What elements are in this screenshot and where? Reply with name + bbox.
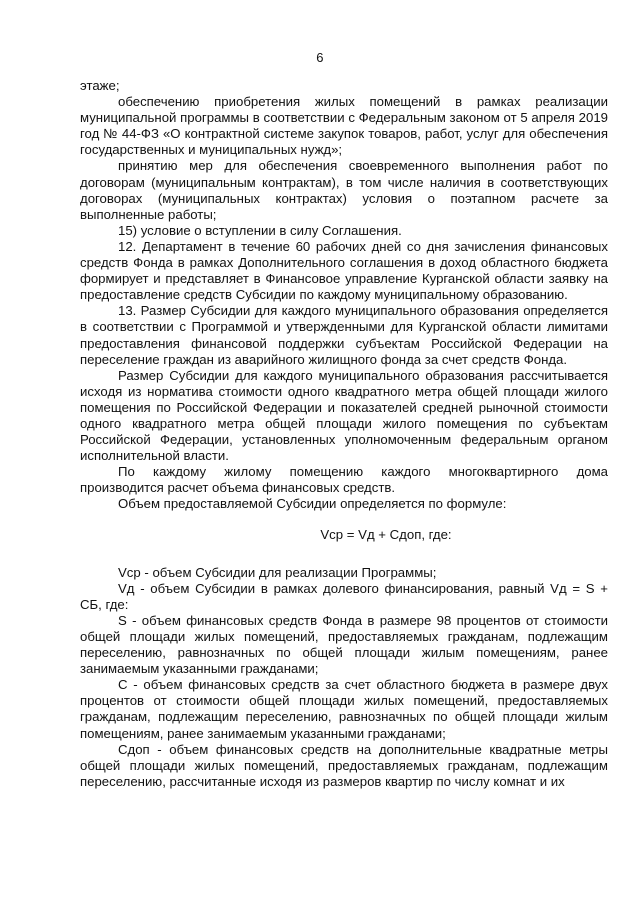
paragraph-floor-continuation: этаже; <box>80 78 120 93</box>
paragraph-per-dwelling: По каждому жилому помещению каждого многоквартирного дома производится расчет объема финансовых средств. <box>80 464 608 496</box>
paragraph-item-13: 13. Размер Субсидии для каждого муниципального образования определяется в соответствии с Программой и утвержденными для Курганской области лимитами предоставления финансовой поддержки субъектам Российской Федерации на переселение граждан из аварийного жилищного фонда за счет средств Фонда. <box>80 303 608 367</box>
definition-s: S - объем финансовых средств Фонда в размере 98 процентов от стоимости общей площади жилых помещений, предоставляемых гражданам, подлежащим переселению, равнозначных по общей площади жилым помещениям, ранее занимаемым указанными гражданами; <box>80 612 608 677</box>
paragraph-item-12: 12. Департамент в течение 60 рабочих дней со дня зачисления финансовых средств Фонда в рамках Дополнительного соглашения в доход областного бюджета формирует и представляет в Финансовое управление Курганской области заявку на предоставление средств Субсидии по каждому муниципальному образованию. <box>80 238 608 303</box>
paragraph-subsidy-calculation: Размер Субсидии для каждого муниципального образования рассчитывается исходя из норматива стоимости одного квадратного метра общей площади жилого помещения по Российской Федерации и показателей средней рыночной стоимости одного квадратного метра общей площади жилого помещения по субъектам Российской Федерации, установленных уполномоченным федеральным органом исполнительной власти. <box>80 367 608 464</box>
paragraph-item-15: 15) условие о вступлении в силу Соглашения. <box>118 222 402 238</box>
paragraph-timely-works: принятию мер для обеспечения своевременного выполнения работ по договорам (муниципальным контрактам), в том числе наличия в соответствующих договорах (муниципальных контрактах) условия о поэтапном расчете за выполненные работы; <box>80 158 608 222</box>
definition-vsr: Vср - объем Субсидии для реализации Программы; <box>118 564 437 580</box>
document-body <box>80 78 608 790</box>
paragraph-formula-intro: Объем предоставляемой Субсидии определяется по формуле: <box>118 496 507 512</box>
paragraph-housing-acquisition: обеспечению приобретения жилых помещений в рамках реализации муниципальной программы в соответствии с Федеральным законом от 5 апреля 2019 год № 44-ФЗ «О контрактной системе закупок товаров, работ, услуг для обеспечения государственных и муниципальных нужд»; <box>80 94 608 158</box>
page-number: 6 <box>316 50 324 65</box>
definition-c: С - объем финансовых средств за счет областного бюджета в размере двух процентов от стоимости общей площади жилых помещений, предоставляемых гражданам, подлежащим переселению, равнозначных по общей площади жилым помещениям, ранее занимаемым указанными гражданами; <box>80 677 608 741</box>
definition-sdop: Сдоп - объем финансовых средств на дополнительные квадратные метры общей площади жилых помещений, предоставляемых гражданам, подлежащим переселению, рассчитанные исходя из размеров квартир по числу комнат и их <box>80 741 608 789</box>
definition-vd: Vд - объем Субсидии в рамках долевого финансирования, равный Vд = S + СБ, где: <box>80 580 608 612</box>
formula: Vср = Vд + Сдоп, где: <box>320 526 452 542</box>
